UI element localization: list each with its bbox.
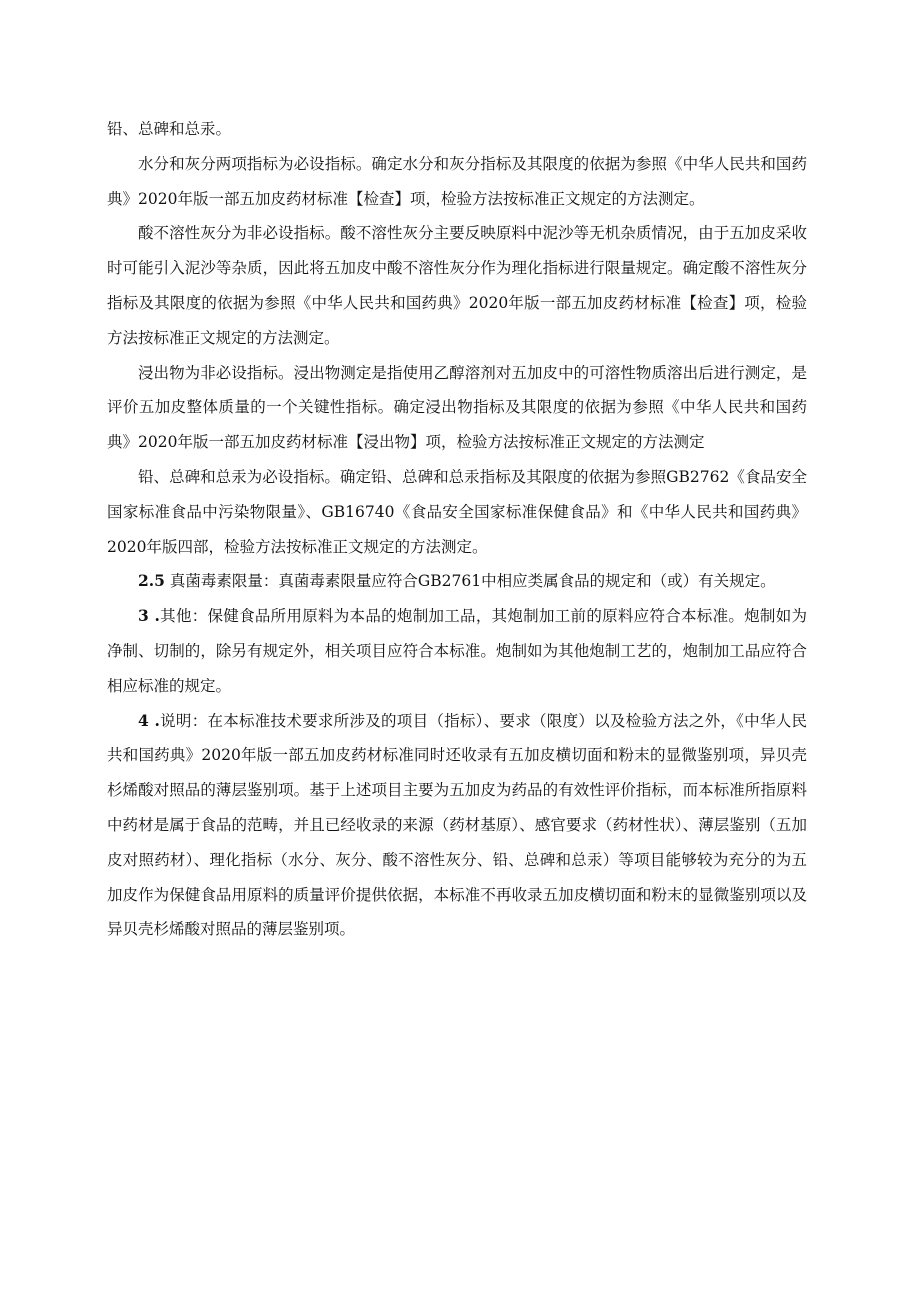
paragraph-heavy-metals: 铅、总碑和总汞为必设指标。确定铅、总碑和总汞指标及其限度的依据为参照GB2762《食品安全国家标准食品中污染物限量》、GB16740《食品安全国家标准保健食品》和《中华人民共和国药典》2020年版四部，检验方法按标准正文规定的方法测定。: [107, 467, 807, 556]
paragraph-acid-insoluble-ash: 酸不溶性灰分为非必设指标。酸不溶性灰分主要反映原料中泥沙等无机杂质情况，由于五加皮采收时可能引入泥沙等杂质，因此将五加皮中酸不溶性灰分作为理化指标进行限量规定。确定酸不溶性灰分指标及其限度的依据为参照《中华人民共和国药典》2020年版一部五加皮药材标准【检查】项，检验方法按标准正文规定的方法测定。: [107, 224, 807, 347]
document-page: [107, 112, 807, 947]
paragraph-continuation: 铅、总碑和总汞。: [107, 120, 232, 138]
paragraph-extract: 浸出物为非必设指标。浸出物测定是指使用乙醇溶剂对五加皮中的可溶性物质溶出后进行测定，是评价五加皮整体质量的一个关键性指标。确定浸出物指标及其限度的依据为参照《中华人民共和国药典》2020年版一部五加皮药材标准【浸出物】项，检验方法按标准正文规定的方法测定: [107, 363, 807, 452]
notes-text: 说明：在本标准技术要求所涉及的项目（指标）、要求（限度）以及检验方法之外，《中华人民共和国药典》2020年版一部五加皮药材标准同时还收录有五加皮横切面和粉末的显微鉴别项，异贝壳杉烯酸对照品的薄层鉴别项。基于上述项目主要为五加皮为药品的有效性评价指标，而本标准所指原料中药材是属于食品的范畴，并且已经收录的来源（药材基原）、感官要求（药材性状）、薄层鉴别（五加皮对照药材）、理化指标（水分、灰分、酸不溶性灰分、铅、总碑和总汞）等项目能够较为充分的为五加皮作为保健食品用原料的质量评价提供依据，本标准不再收录五加皮横切面和粉末的显微鉴别项以及异贝壳杉烯酸对照品的薄层鉴别项。: [107, 711, 807, 939]
other-text: 其他：保健食品所用原料为本品的炮制加工品，其炮制加工前的原料应符合本标准。炮制如为净制、切制的，除另有规定外，相关项目应符合本标准。炮制如为其他炮制工艺的，炮制加工品应符合相应标准的规定。: [107, 607, 808, 695]
mycotoxin-text: 真菌毒素限量：真菌毒素限量应符合GB2761中相应类属食品的规定和（或）有关规定。: [164, 572, 776, 591]
section-number-3: 3 .: [138, 606, 160, 626]
paragraph-mycotoxin: [107, 564, 807, 599]
paragraph-other: [107, 599, 807, 703]
paragraph-moisture-ash: 水分和灰分两项指标为必设指标。确定水分和灰分指标及其限度的依据为参照《中华人民共和国药典》2020年版一部五加皮药材标准【检查】项，检验方法按标准正文规定的方法测定。: [107, 154, 807, 208]
section-number-2-5: 2.5: [138, 571, 165, 591]
section-number-4: 4 .: [138, 710, 160, 730]
paragraph-notes: [107, 704, 807, 948]
